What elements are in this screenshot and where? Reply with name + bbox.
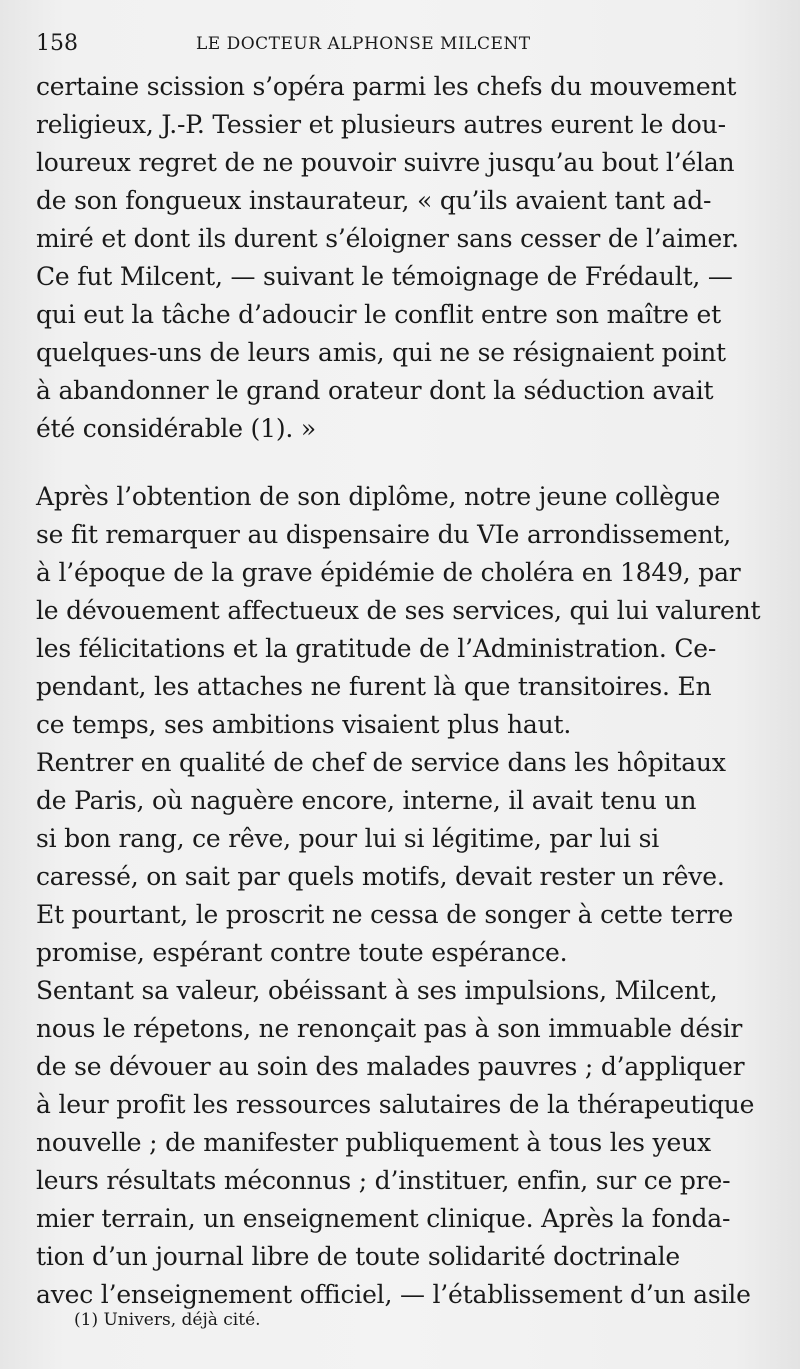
text-line: à l’époque de la grave épidémie de choléra en 1849, par bbox=[36, 558, 741, 587]
text-line: Après l’obtention de son diplôme, notre jeune collègue bbox=[36, 482, 721, 511]
text-line: les félicitations et la gratitude de l’Administration. Ce- bbox=[36, 634, 717, 663]
text-line: pendant, les attaches ne furent là que transitoires. En bbox=[36, 672, 712, 701]
text-line: tion d’un journal libre de toute solidarité doctrinale bbox=[36, 1242, 681, 1271]
text-line: leurs résultats méconnus ; d’instituer, enfin, sur ce pre- bbox=[36, 1166, 731, 1195]
text-line: nouvelle ; de manifester publiquement à tous les yeux bbox=[36, 1128, 711, 1157]
page-number: 158 bbox=[36, 31, 78, 56]
text-line: de se dévouer au soin des malades pauvres ; d’appliquer bbox=[36, 1052, 745, 1081]
text-line: avec l’enseignement officiel, — l’établissement d’un asile bbox=[36, 1280, 751, 1309]
text-line: Et pourtant, le proscrit ne cessa de songer à cette terre bbox=[36, 900, 734, 929]
text-line: le dévouement affectueux de ses services, qui lui valurent bbox=[36, 596, 761, 625]
text-line: nous le répetons, ne renonçait pas à son immuable désir bbox=[36, 1014, 743, 1043]
text-line: caressé, on sait par quels motifs, devait rester un rêve. bbox=[36, 862, 725, 891]
text-line: de Paris, où naguère encore, interne, il avait tenu un bbox=[36, 786, 697, 815]
text-line: miré et dont ils durent s’éloigner sans cesser de l’aimer. bbox=[36, 224, 739, 253]
text-line: si bon rang, ce rêve, pour lui si légitime, par lui si bbox=[36, 824, 659, 853]
body-text bbox=[36, 68, 766, 1314]
text-line: certaine scission s’opéra parmi les chefs du mouvement bbox=[36, 72, 737, 101]
text-line: à leur profit les ressources salutaires de la thérapeutique bbox=[36, 1090, 755, 1119]
text-line: été considérable (1). » bbox=[36, 414, 316, 443]
text-line: mier terrain, un enseignement clinique. Après la fonda- bbox=[36, 1204, 731, 1233]
paragraph bbox=[36, 972, 766, 1314]
text-line: religieux, J.-P. Tessier et plusieurs autres eurent le dou- bbox=[36, 110, 726, 139]
text-line: promise, espérant contre toute espérance. bbox=[36, 938, 568, 967]
text-line: Ce fut Milcent, — suivant le témoignage de Frédault, — bbox=[36, 262, 733, 291]
running-title: LE DOCTEUR ALPHONSE MILCENT bbox=[196, 34, 531, 54]
text-line: loureux regret de ne pouvoir suivre jusqu’au bout l’élan bbox=[36, 148, 735, 177]
paragraph bbox=[36, 744, 766, 972]
text-line: de son fongueux instaurateur, « qu’ils avaient tant ad- bbox=[36, 186, 712, 215]
paragraph bbox=[36, 68, 766, 448]
text-line: qui eut la tâche d’adoucir le conflit entre son maître et bbox=[36, 300, 721, 329]
paragraph-gap bbox=[36, 448, 766, 478]
text-line: Sentant sa valeur, obéissant à ses impulsions, Milcent, bbox=[36, 976, 718, 1005]
paragraph bbox=[36, 478, 766, 744]
text-line: Rentrer en qualité de chef de service dans les hôpitaux bbox=[36, 748, 726, 777]
text-line: quelques-uns de leurs amis, qui ne se résignaient point bbox=[36, 338, 726, 367]
page-header bbox=[36, 30, 766, 58]
footnote: (1) Univers, déjà cité. bbox=[74, 1310, 261, 1330]
text-line: à abandonner le grand orateur dont la séduction avait bbox=[36, 376, 714, 405]
text-line: ce temps, ses ambitions visaient plus haut. bbox=[36, 710, 572, 739]
text-line: se fit remarquer au dispensaire du VIe arrondissement, bbox=[36, 520, 731, 549]
